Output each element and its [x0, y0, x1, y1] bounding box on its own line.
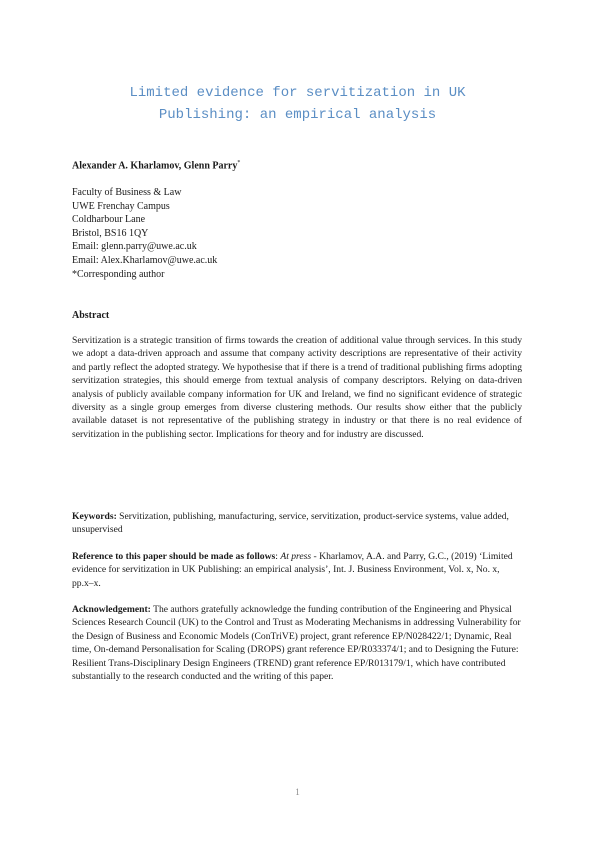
email-line: Email: Alex.Kharlamov@uwe.ac.uk [72, 254, 218, 266]
corresponding-author-note: *Corresponding author [72, 268, 165, 280]
affiliation-line: Bristol, BS16 1QY [72, 227, 149, 239]
affiliation-block [72, 186, 217, 281]
acknowledgement-label: Acknowledgement: [72, 604, 151, 615]
corresponding-author-mark: * [237, 160, 241, 166]
affiliation-line: Coldharbour Lane [72, 214, 146, 226]
acknowledgement-text: The authors gratefully acknowledge the funding contribution of the Engineering and Physical Sciences Research Council (UK) to the Control and Trust as Moderating Mechanisms in addressing Vulnerability for the Design of Business and Economic Models (ConTriVE) project, grant reference EP/N028422/1; Dynamic, Real time, On-demand Personalisation for Scaling (DROPS) grant reference EP/R033374/1; and to Designing the Future: Resilient Trans-Disciplinary Design Engineers (TREND) grant reference EP/R013179/1, which have contributed substantially to the research conducted and the writing of this paper. [72, 604, 521, 683]
email-line: Email: glenn.parry@uwe.ac.uk [72, 241, 197, 253]
reference-label: Reference to this paper should be made as follows [72, 551, 276, 562]
page-number: 1 [295, 787, 300, 797]
keywords-paragraph [72, 510, 522, 537]
abstract-text: Servitization is a strategic transition of firms towards the creation of additional value through services. In this study we adopt a data-driven approach and assume that company activity descriptions are representative of their activity and partly reflect the adopted strategy. We hypothesise that if there is a trend of traditional publishing firms adopting servitization strategies, this should emerge from textual analysis of company descriptors. Relying on data-driven analysis of publicly available company information for UK and Ireland, we find no significant evidence of strategic diversity as a single group emerges from diverse clustering methods. Our results show either that the publicly available dataset is not representative of the publishing strategy in industry or that there is no real evidence of servitization in the publishing sector. Implications for theory and for industry are discussed. [72, 335, 522, 440]
keywords-label: Keywords: [72, 511, 117, 522]
paper-title: Limited evidence for servitization in UK Publishing: an empirical analysis [129, 85, 466, 123]
affiliation-line: UWE Frenchay Campus [72, 200, 170, 212]
author-names: Alexander A. Kharlamov, Glenn Parry [72, 160, 238, 172]
abstract-heading: Abstract [72, 310, 110, 321]
keywords-text: Servitization, publishing, manufacturing, service, servitization, product-service systems, value added, unsupervised [72, 511, 509, 536]
acknowledgement-paragraph [72, 603, 522, 683]
reference-press: At press [280, 551, 312, 562]
reference-text: - Kharlamov, A.A. and Parry, G.C., (2019) ‘Limited evidence for servitization in UK Publishing: an empirical analysis’, Int. J. Business Environment, Vol. x, No. x, pp.x–x. [72, 551, 513, 589]
author-list [72, 160, 240, 171]
reference-paragraph [72, 550, 522, 590]
reference-colon: : [275, 551, 281, 562]
affiliation-line: Faculty of Business & Law [72, 187, 182, 198]
